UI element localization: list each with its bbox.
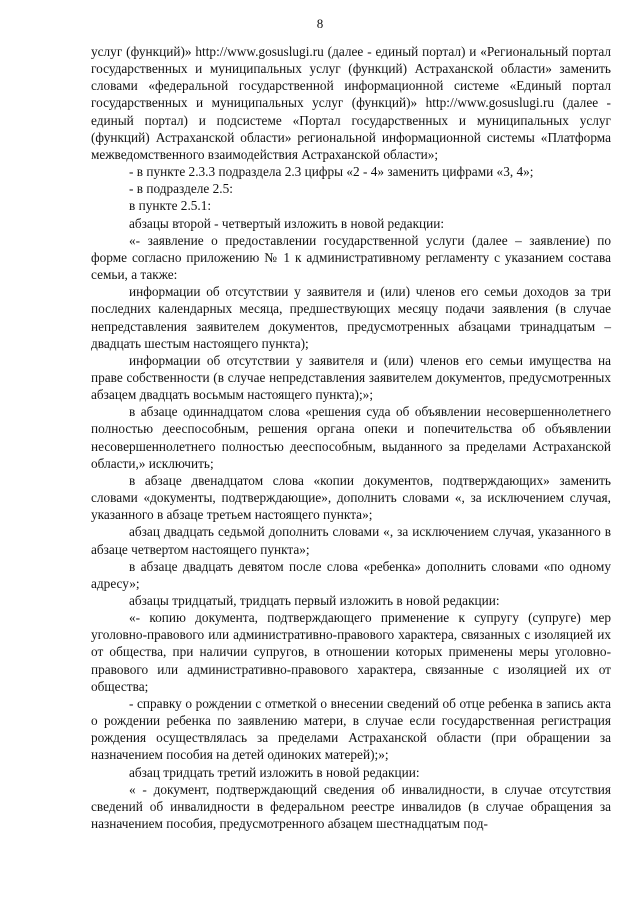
paragraph: в абзаце двенадцатом слова «копии документов, подтверждающих» заменить словами «документы, подтверждающие», дополнить словами «, за исключением случая, указанного в абзаце третьем настоящего пункта»; (91, 472, 611, 523)
paragraph: абзац двадцать седьмой дополнить словами «, за исключением случая, указанного в абзаце четвертом настоящего пункта»; (91, 524, 611, 557)
paragraph: информации об отсутствии у заявителя и (или) членов его семьи доходов за три последних календарных месяца, предшествующих месяцу подачи заявления (в случае непредставления заявителем документов, предусмотренных абзацами тринадцатым – двадцать шестым настоящего пункта); (91, 284, 611, 351)
document-body (91, 43, 611, 832)
paragraph: абзацы тридцатый, тридцать первый изложить в новой редакции: (129, 593, 500, 608)
paragraph: услуг (функций)» http://www.gosuslugi.ru (далее - единый портал) и «Региональный портал государственных и муниципальных услуг (функций) Астраханской области» заменить словами «федеральной государственной информационной системе «Единый портал государственных и муниципальных услуг (функций)» http://www.gosuslugi.ru (далее - единый портал) и подсистеме «Портал государственных и муниципальных услуг (функций) Астраханской области» региональной информационной системы «Платформа межведомственного взаимодействия Астраханской области»; (91, 44, 611, 162)
paragraph: абзац тридцать третий изложить в новой редакции: (129, 764, 420, 780)
paragraph: в пункте 2.5.1: (129, 198, 212, 214)
paragraph: - в подразделе 2.5: (129, 181, 233, 197)
paragraph: - в пункте 2.3.3 подраздела 2.3 цифры «2 - 4» заменить цифрами «3, 4»; (129, 164, 534, 180)
paragraph: « - документ, подтверждающий сведения об инвалидности, в случае отсутствия сведений об инвалидности в федеральном реестре инвалидов (в случае обращения за назначением пособия, предусмотренного абзацем шестнадцатым под- (91, 781, 611, 832)
paragraph: в абзаце двадцать девятом после слова «ребенка» дополнить словами «по одному адресу»; (91, 558, 611, 591)
page-number: 8 (316, 16, 324, 31)
paragraph: в абзаце одиннадцатом слова «решения суда об объявлении несовершеннолетнего полностью дееспособным, решения органа опеки и попечительства об объявлении несовершеннолетнего полностью дееспособным, выданного за пределами Астраханской области,» исключить; (91, 404, 611, 471)
paragraph: информации об отсутствии у заявителя и (или) членов его семьи имущества на праве собственности (в случае непредставления заявителем документов, предусмотренных абзацем двадцать восьмым настоящего пункта);»; (91, 352, 611, 403)
paragraph: абзацы второй - четвертый изложить в новой редакции: (129, 215, 445, 231)
paragraph: - справку о рождении с отметкой о внесении сведений об отце ребенка в запись акта о рождении ребенка по заявлению матери, в случае если государственная регистрация рождения осуществлялась за пределами Астраханской области (при обращении за назначением пособия на детей одиноких матерей);»; (91, 695, 611, 763)
paragraph: «- заявление о предоставлении государственной услуги (далее – заявление) по форме согласно приложению № 1 к административному регламенту с указанием состава семьи, а также: (91, 232, 611, 283)
paragraph: «- копию документа, подтверждающего применение к супругу (супруге) мер уголовно-правового или административно-правового характера, связанных с изоляцией их от общества, при наличии супругов, в отношении которых применены меры уголовно-правового или административно-правового характера, связанные с изоляцией их от общества; (91, 610, 611, 694)
